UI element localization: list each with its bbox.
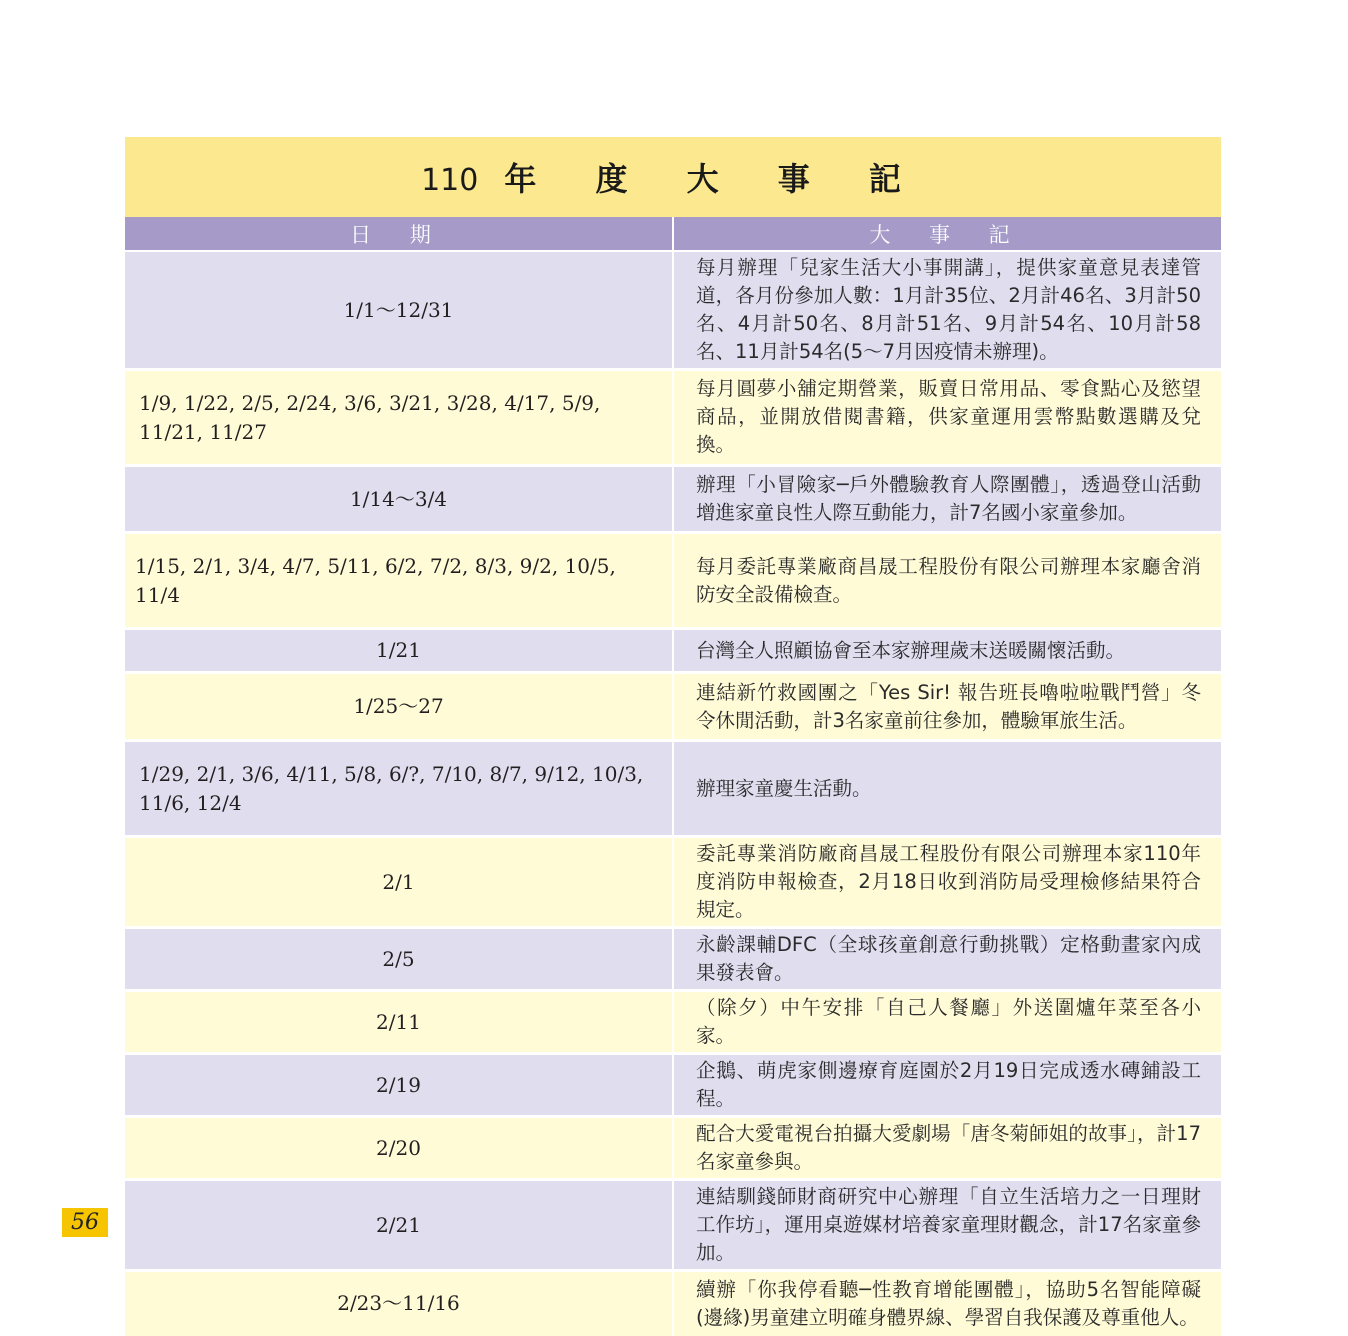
page-number: 56 <box>62 1208 108 1237</box>
event-cell: 續辦「你我停看聽─性教育增能團體」，協助5名智能障礙(邊緣)男童建立明確身體界線、學習自我保護及尊重他人。 <box>673 1271 1221 1336</box>
table-row <box>125 673 1221 741</box>
event-cell: 永齡課輔DFC（全球孩童創意行動挑戰）定格動畫家內成果發表會。 <box>673 928 1221 991</box>
table-row <box>125 1054 1221 1117</box>
table-row <box>125 533 1221 629</box>
events-table <box>125 137 1221 1336</box>
page-title <box>125 137 1221 217</box>
date-cell: 1/29, 2/1, 3/6, 4/11, 5/8, 6/?, 7/10, 8/7, 9/12, 10/3, 11/6, 12/4 <box>125 741 673 837</box>
date-cell: 2/19 <box>125 1054 673 1117</box>
date-cell: 1/21 <box>125 629 673 673</box>
event-cell: 連結馴錢師財商研究中心辦理「自立生活培力之一日理財工作坊」，運用桌遊媒材培養家童理財觀念，計17名家童參加。 <box>673 1180 1221 1271</box>
date-cell: 1/14～3/4 <box>125 466 673 533</box>
event-cell: 台灣全人照顧協會至本家辦理歲末送暖關懷活動。 <box>673 629 1221 673</box>
table-row <box>125 251 1221 370</box>
table-row <box>125 837 1221 928</box>
date-cell: 1/15, 2/1, 3/4, 4/7, 5/11, 6/2, 7/2, 8/3, 9/2, 10/5, 11/4 <box>125 533 673 629</box>
date-cell: 2/1 <box>125 837 673 928</box>
table-row <box>125 466 1221 533</box>
date-cell: 2/21 <box>125 1180 673 1271</box>
event-cell: 企鵝、萌虎家側邊療育庭園於2月19日完成透水磚鋪設工程。 <box>673 1054 1221 1117</box>
event-cell: 每月辦理「兒家生活大小事開講」，提供家童意見表達管道，各月份參加人數：1月計35位、2月計46名、3月計50名、4月計50名、8月計51名、9月計54名、10月計58名、11月計54名(5～7月因疫情未辦理)。 <box>673 251 1221 370</box>
title-text: 年 度 大 事 記 <box>504 160 925 198</box>
table-row <box>125 1180 1221 1271</box>
title-year: 110 <box>421 163 479 198</box>
event-cell: 辦理「小冒險家─戶外體驗教育人際團體」，透過登山活動增進家童良性人際互動能力，計7名國小家童參加。 <box>673 466 1221 533</box>
table-row <box>125 1271 1221 1336</box>
event-cell: （除夕）中午安排「自己人餐廳」外送圍爐年菜至各小家。 <box>673 991 1221 1054</box>
date-cell: 1/25～27 <box>125 673 673 741</box>
event-cell: 每月委託專業廠商昌晟工程股份有限公司辦理本家廳舍消防安全設備檢查。 <box>673 533 1221 629</box>
table-row <box>125 370 1221 466</box>
header-row <box>125 217 1221 251</box>
date-cell: 1/9, 1/22, 2/5, 2/24, 3/6, 3/21, 3/28, 4/17, 5/9, 11/21, 11/27 <box>125 370 673 466</box>
table-row <box>125 991 1221 1054</box>
date-cell: 2/5 <box>125 928 673 991</box>
date-column-header: 日 期 <box>125 217 673 251</box>
title-row <box>125 137 1221 217</box>
event-column-header: 大 事 記 <box>673 217 1221 251</box>
table-row <box>125 629 1221 673</box>
date-cell: 2/20 <box>125 1117 673 1180</box>
date-cell: 2/23～11/16 <box>125 1271 673 1336</box>
event-cell: 連結新竹救國團之「Yes Sir! 報告班長嚕啦啦戰鬥營」冬令休閒活動，計3名家童前往參加，體驗軍旅生活。 <box>673 673 1221 741</box>
date-cell: 1/1～12/31 <box>125 251 673 370</box>
event-cell: 委託專業消防廠商昌晟工程股份有限公司辦理本家110年度消防申報檢查，2月18日收到消防局受理檢修結果符合規定。 <box>673 837 1221 928</box>
table-row <box>125 1117 1221 1180</box>
event-cell: 配合大愛電視台拍攝大愛劇場「唐冬菊師姐的故事」，計17名家童參與。 <box>673 1117 1221 1180</box>
date-cell: 2/11 <box>125 991 673 1054</box>
event-cell: 每月圓夢小舖定期營業，販賣日常用品、零食點心及慾望商品，並開放借閱書籍，供家童運用雲幣點數選購及兌換。 <box>673 370 1221 466</box>
event-cell: 辦理家童慶生活動。 <box>673 741 1221 837</box>
table-row <box>125 928 1221 991</box>
table-row <box>125 741 1221 837</box>
